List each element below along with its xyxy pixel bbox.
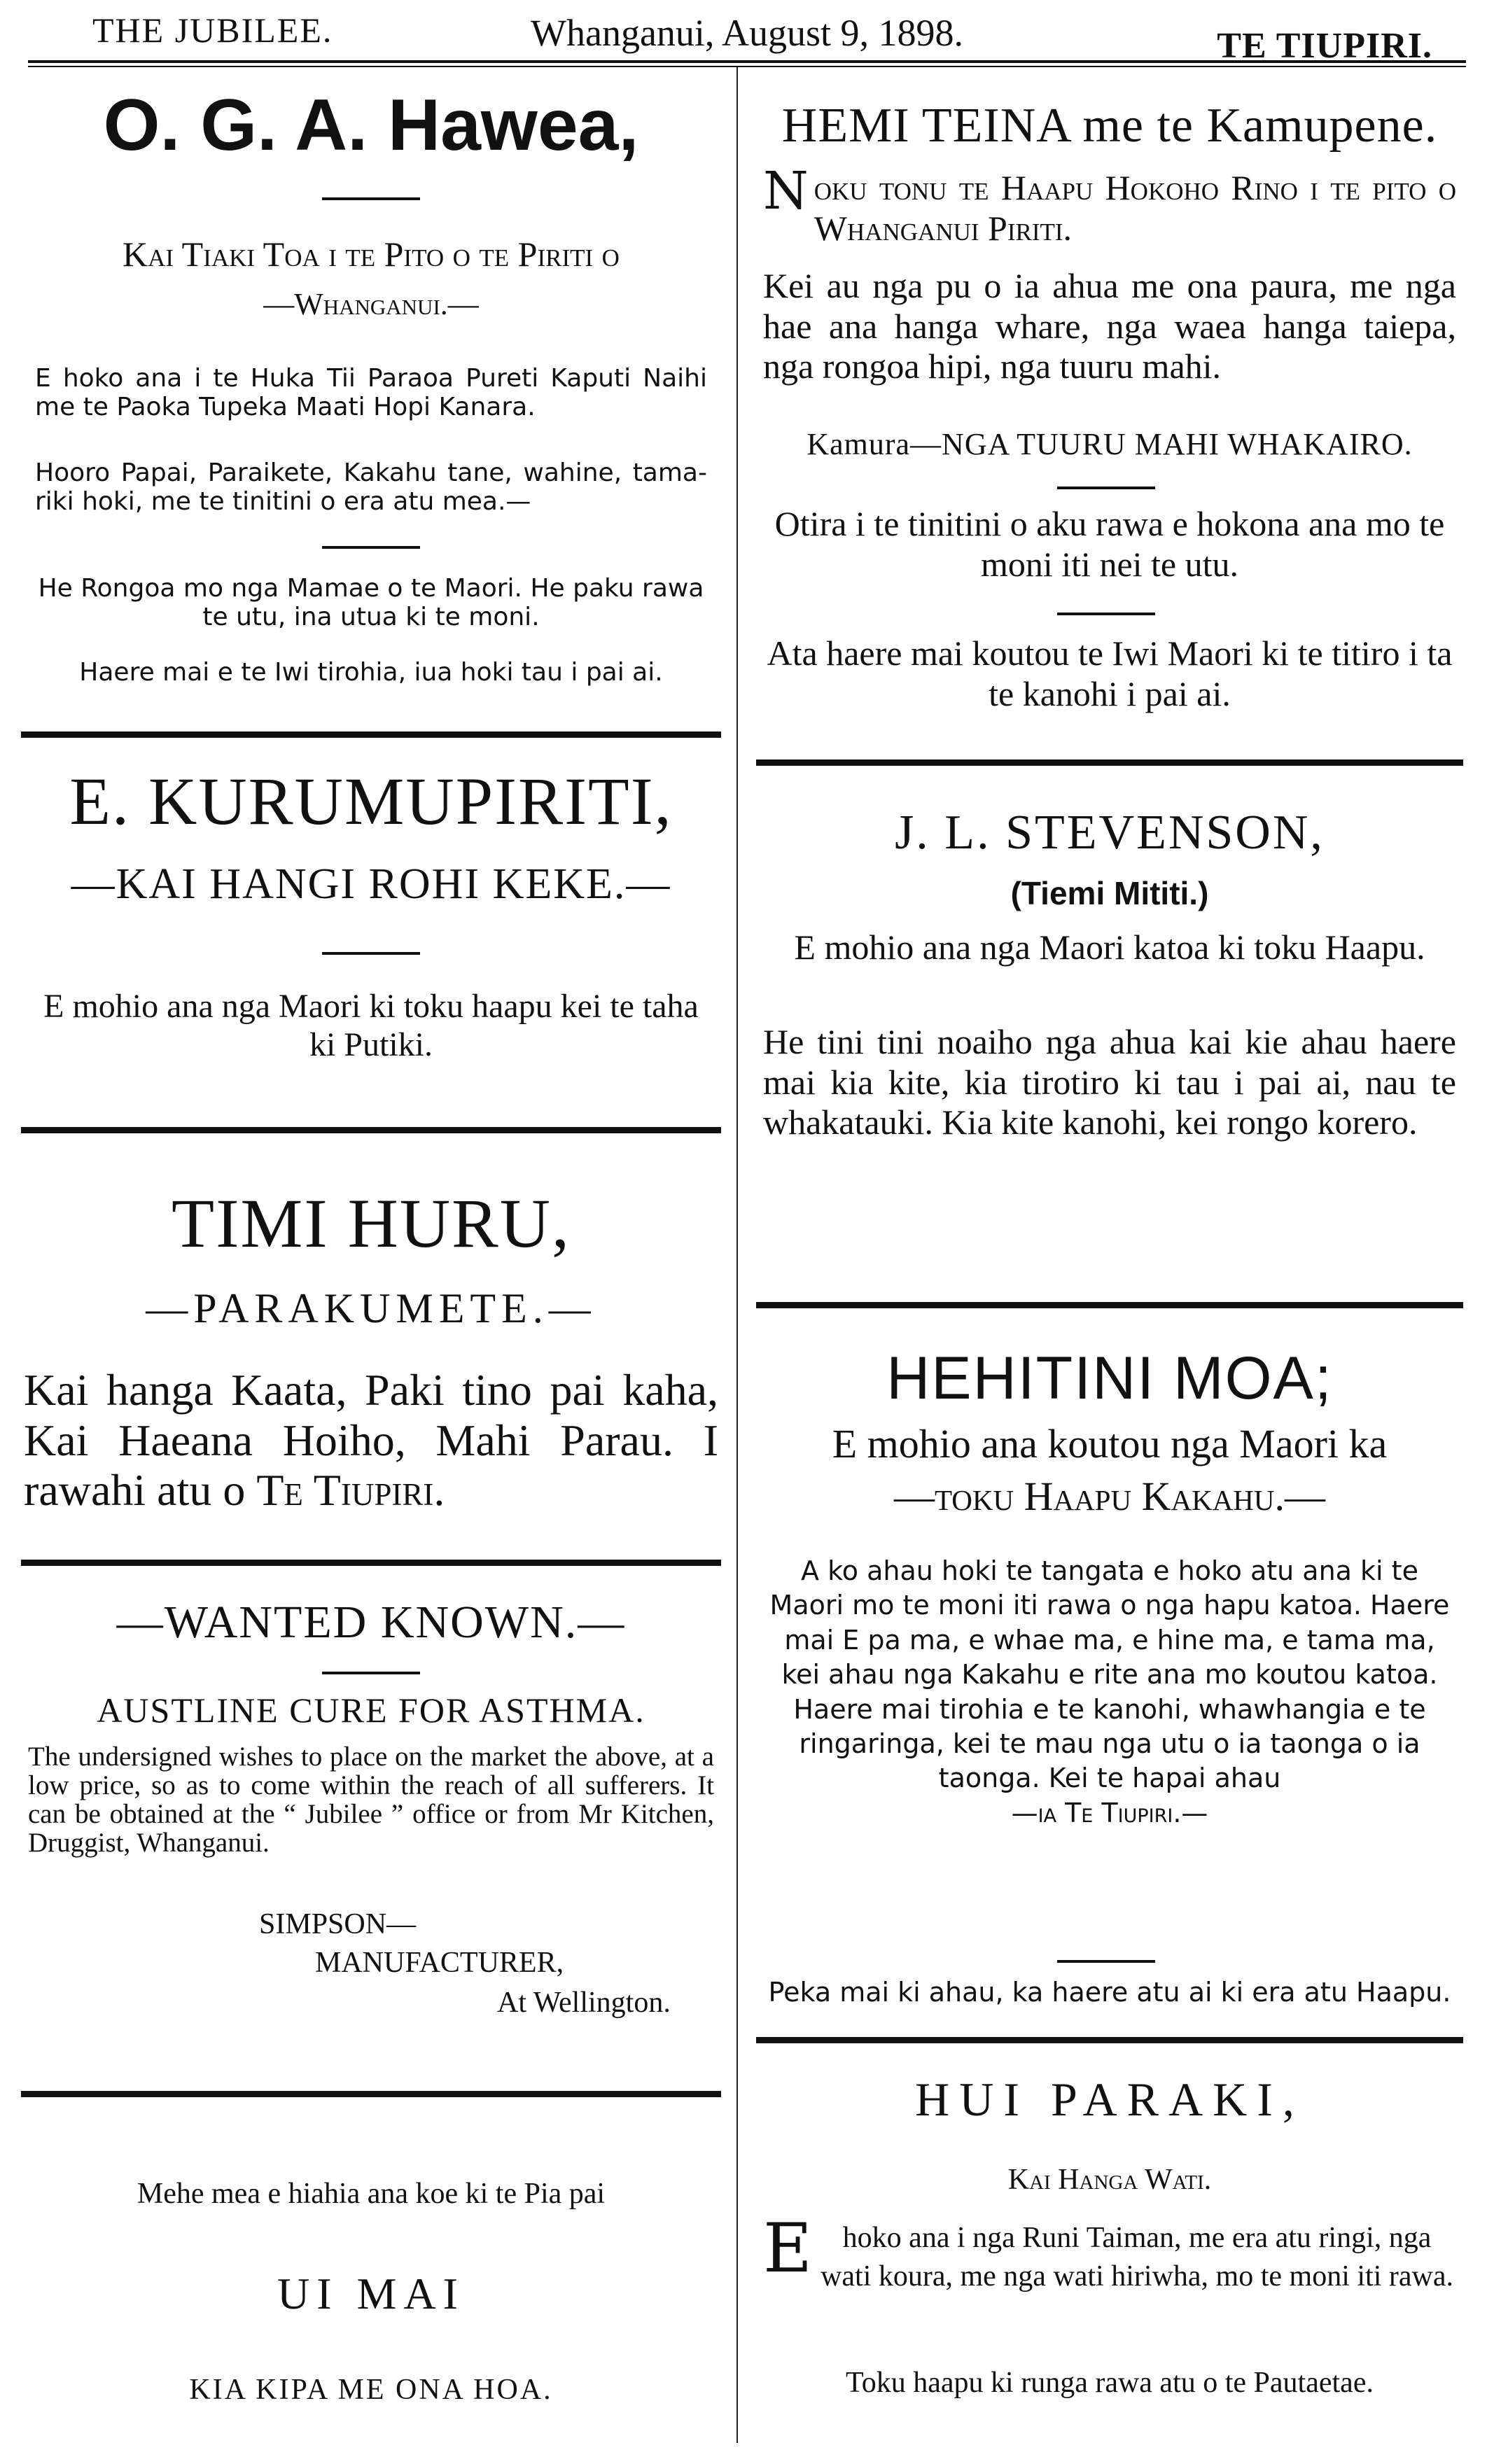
ad-hehitini-moa xyxy=(756,1344,1463,2044)
hehitini-paragraph-1 xyxy=(756,1554,1463,1830)
right-column xyxy=(756,70,1463,2457)
hehitini-paragraph-2: Peka mai ki ahau, ka haere atu ai ki era atu Haapu. xyxy=(768,1977,1451,2008)
ad-stevenson xyxy=(756,805,1463,1260)
ad-kurumupiriti xyxy=(21,763,721,1155)
hui-subtitle: Kai Hanga Wati. xyxy=(1007,2164,1212,2196)
timi-title: TIMI HURU, xyxy=(172,1184,571,1262)
hawea-paragraph-3: He Rongoa mo nga Mamae o te Maori. He paku rawa te utu, ina utua ki te moni. xyxy=(38,574,704,632)
hawea-title: O. G. A. Hawea, xyxy=(103,85,639,166)
hawea-paragraph-1: E hoko ana i te Huka Tii Paraoa Pureti Kaputi Naihi me te Paoka Tupeka Maati Hopi Kanara. xyxy=(35,364,707,422)
ad-hemi-teina xyxy=(756,98,1463,770)
wanted-title: —WANTED KNOWN.— xyxy=(116,1597,626,1648)
wanted-paragraph: The undersigned wishes to place on the market the above, at a low price, so as to come within the reach of all sufferers. It can be obtained at the “ Jubilee ” office or from Mr Kitchen, Druggist, Whanganui. xyxy=(28,1742,714,1858)
ad-hui-paraki xyxy=(756,2072,1463,2464)
hui-paragraph-2: Toku haapu ki runga rawa atu o te Pautaetae. xyxy=(846,2367,1374,2399)
wanted-signature-2: MANUFACTURER, xyxy=(315,1947,564,1979)
hemi-drop-cap: N xyxy=(763,161,809,221)
stevenson-title: J. L. STEVENSON, xyxy=(895,806,1325,860)
hehitini-paragraph-1-tail: —ia Te Tiupiri.— xyxy=(1011,1797,1208,1828)
timi-paragraph xyxy=(21,1365,721,1516)
pia-line-3: KIA KIPA ME ONA HOA. xyxy=(189,2374,553,2406)
wanted-signature-3: At Wellington. xyxy=(497,1987,671,2019)
ad-hawea xyxy=(21,70,721,700)
rule-short xyxy=(322,952,420,955)
hehitini-paragraph-1-text: A ko ahau hoki te tangata e hoko atu ana ki te Maori mo te moni iti rawa o nga hapu katoa. Haere mai E pa ma, e whae ma, e hine ma, e tama ma, kei ahau nga Kakahu e rite ana mo koutou katoa. Haere mai tirohia e te kanohi, whawhangia e te ringaringa, kei te mau nga utu o ia taonga o ia taonga. Kei te hapai ahau xyxy=(769,1555,1450,1794)
hehitini-title: HEHITINI MOA; xyxy=(886,1345,1333,1412)
hui-title: HUI PARAKI, xyxy=(915,2073,1304,2126)
stevenson-subtitle: (Tiemi Mititi.) xyxy=(1010,875,1209,911)
hemi-paragraph-3: Kamura—NGA TUURU MAHI WHAKAIRO. xyxy=(807,427,1413,461)
rule-thick xyxy=(756,2037,1463,2043)
hehitini-subtitle-1: E mohio ana koutou nga Maori ka xyxy=(832,1421,1388,1466)
masthead-left: THE JUBILEE. xyxy=(92,10,333,50)
hemi-paragraph-4: Otira i te tinitini o aku rawa e hokona ana mo te moni iti nei te utu. xyxy=(774,504,1445,584)
hehitini-subtitle-2: —toku Haapu Kakahu.— xyxy=(893,1474,1326,1519)
hawea-subtitle-1: Kai Tiaki Toa i te Pito o te Piriti o xyxy=(123,234,620,274)
column-divider xyxy=(736,67,738,2443)
timi-paragraph-text: Kai hanga Kaata, Paki tino pai kaha, Kai Haeana Hoiho, Mahi Parau. I rawahi atu o xyxy=(24,1365,718,1516)
stevenson-paragraph-2: He tini tini noaiho nga ahua kai kie ahau haere mai kia kite, kia tirotiro ki tau i pai ai, nau te whakatauki. Kia kite kanohi, kei rongo korero. xyxy=(763,1022,1456,1142)
hui-paragraph-1 xyxy=(756,2209,1463,2295)
masthead-right: TE TIUPIRI. xyxy=(1217,26,1432,66)
ad-timi-huru xyxy=(21,1162,721,1582)
wanted-subtitle: AUSTLINE CURE FOR ASTHMA. xyxy=(97,1690,645,1730)
hawea-paragraph-4: Haere mai e te Iwi tirohia, iua hoki tau i pai ai. xyxy=(79,658,663,687)
rule-short xyxy=(1057,612,1155,615)
rule-thick xyxy=(756,760,1463,766)
hui-paragraph-1-text: hoko ana i nga Runi Taiman, me era atu ringi, nga wati koura, me nga wati hiriwha, mo te moni iti rawa. xyxy=(821,2222,1453,2292)
rule-short xyxy=(322,546,420,549)
hui-drop-cap: E xyxy=(763,2209,813,2288)
hemi-paragraph-5: Ata haere mai koutou te Iwi Maori ki te titiro i ta te kanohi i pai ai. xyxy=(767,634,1453,713)
stevenson-paragraph-1: E mohio ana nga Maori katoa ki toku Haapu. xyxy=(794,927,1425,967)
pia-line-2: UI MAI xyxy=(277,2269,465,2318)
kurumupiriti-subtitle: —KAI HANGI ROHI KEKE.— xyxy=(71,860,671,908)
rule-short xyxy=(1057,486,1155,489)
rule-short xyxy=(322,197,420,200)
rule-thick xyxy=(21,732,721,738)
hawea-paragraph-2: Hooro Papai, Paraikete, Kakahu tane, wahine, tamariki hoki, me te tinitini o era atu mea.— xyxy=(35,458,707,517)
masthead-rule xyxy=(28,60,1466,63)
rule-thick xyxy=(21,1127,721,1133)
masthead-rule-thin xyxy=(28,66,1466,67)
left-column xyxy=(21,70,721,2457)
hemi-title: HEMI TEINA me te Kamupene. xyxy=(781,99,1438,153)
timi-subtitle: —PARAKUMETE.— xyxy=(146,1285,596,1331)
rule-thick xyxy=(21,2091,721,2097)
masthead xyxy=(28,4,1466,67)
kurumupiriti-title: E. KURUMUPIRITI, xyxy=(69,764,673,839)
hawea-subtitle-2: —Whanganui.— xyxy=(263,287,479,321)
pia-line-1: Mehe mea e hiahia ana koe ki te Pia pai xyxy=(137,2178,606,2210)
rule-thick xyxy=(21,1560,721,1566)
kurumupiriti-paragraph: E mohio ana nga Maori ki toku haapu kei te taha ki Putiki. xyxy=(43,988,699,1064)
timi-paragraph-tail: Te Tiupiri. xyxy=(256,1465,445,1516)
ad-pia xyxy=(21,2135,721,2457)
hemi-paragraph-1-text: oku tonu te Haapu Hokoho Rino i te pito o Whanganui Piriti. xyxy=(814,168,1456,248)
wanted-signature-1: SIMPSON— xyxy=(259,1908,417,1940)
hemi-paragraph-1 xyxy=(756,161,1463,248)
rule-short xyxy=(1057,1960,1155,1963)
rule-short xyxy=(322,1672,420,1674)
masthead-date: Whanganui, August 9, 1898. xyxy=(531,12,963,54)
ad-wanted-known xyxy=(21,1596,721,2072)
hemi-paragraph-2: Kei au nga pu o ia ahua me ona paura, me nga hae ana hanga whare, nga waea hanga taiepa, nga rongoa hipi, nga tuuru mahi. xyxy=(763,266,1456,386)
rule-thick xyxy=(756,1302,1463,1308)
